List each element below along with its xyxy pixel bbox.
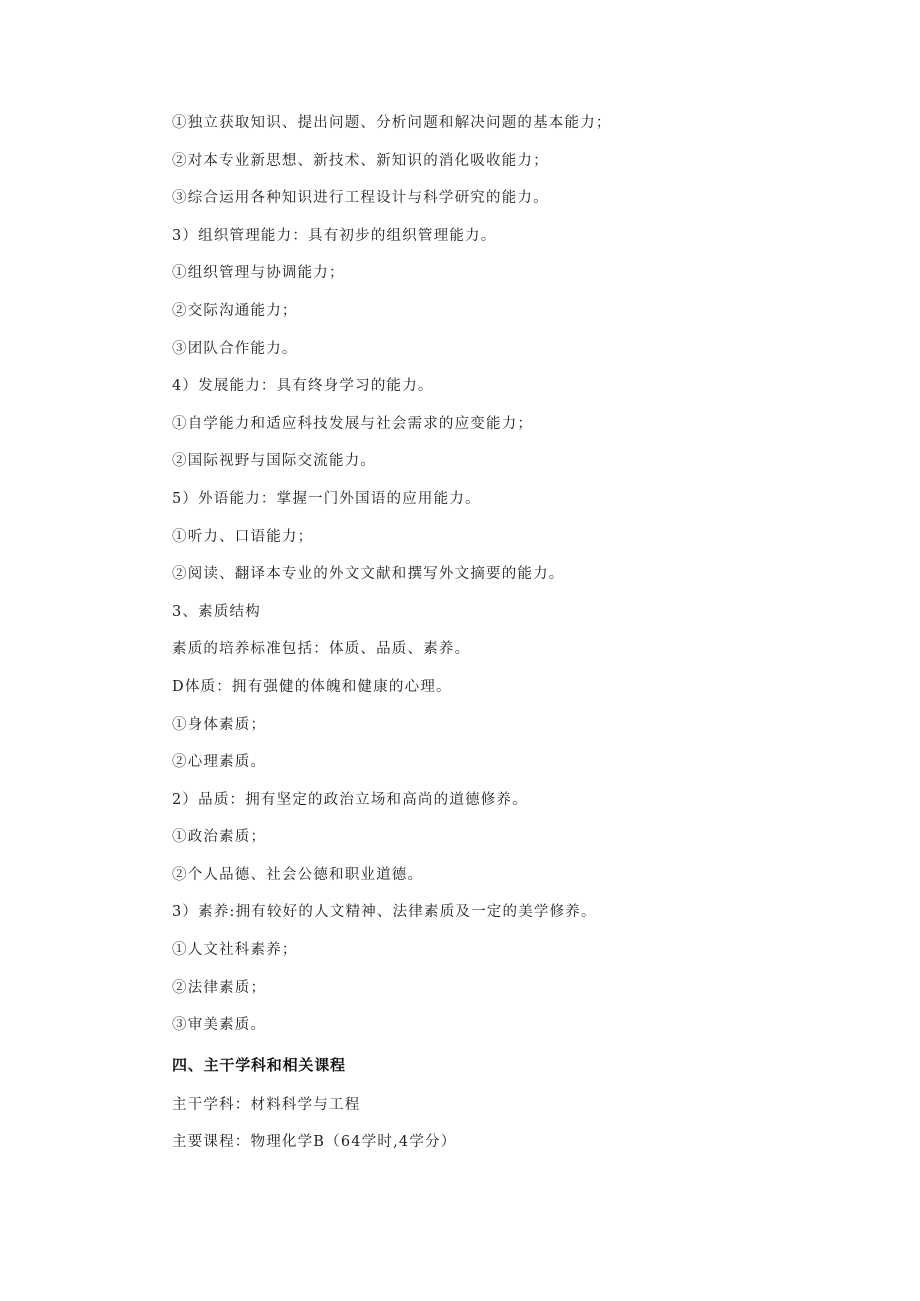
text-line: 主要课程：物理化学B（64学时,4学分） bbox=[172, 1134, 457, 1151]
text-line: ①听力、口语能力； bbox=[172, 528, 314, 545]
text-line: ③审美素质。 bbox=[172, 1017, 267, 1034]
text-line: ①独立获取知识、提出问题、分析问题和解决问题的基本能力； bbox=[172, 115, 612, 131]
text-line: ②个人品德、社会公德和职业道德。 bbox=[172, 866, 424, 883]
text-line: ①身体素质； bbox=[172, 716, 267, 733]
text-line: ①人文社科素养； bbox=[172, 942, 298, 959]
text-line: 素质的培养标准包括：体质、品质、素养。 bbox=[172, 641, 471, 658]
text-line: ③团队合作能力。 bbox=[172, 340, 298, 357]
text-line: D体质：拥有强健的体魄和健康的心理。 bbox=[172, 678, 452, 695]
text-line: ②阅读、翻译本专业的外文文献和撰写外文摘要的能力。 bbox=[172, 566, 565, 583]
text-line: 3）素养:拥有较好的人文精神、法律素质及一定的美学修养。 bbox=[172, 904, 597, 921]
text-line: 3）组织管理能力：具有初步的组织管理能力。 bbox=[172, 227, 497, 244]
text-line: 2）品质：拥有坚定的政治立场和高尚的道德修养。 bbox=[172, 791, 528, 808]
section-subtitle: 3、素质结构 bbox=[172, 603, 261, 620]
text-line: ③综合运用各种知识进行工程设计与科学研究的能力。 bbox=[172, 190, 549, 207]
text-line: ②对本专业新思想、新技术、新知识的消化吸收能力； bbox=[172, 152, 549, 169]
text-line: ①组织管理与协调能力； bbox=[172, 265, 345, 282]
section-heading: 四、主干学科和相关课程 bbox=[172, 1055, 346, 1074]
text-line: 4）发展能力：具有终身学习的能力。 bbox=[172, 378, 434, 395]
text-line: ②交际沟通能力； bbox=[172, 302, 298, 319]
document-body bbox=[172, 110, 832, 1167]
text-line: 主干学科：材料科学与工程 bbox=[172, 1096, 361, 1113]
text-line: ①政治素质； bbox=[172, 829, 267, 846]
text-line: 5）外语能力：掌握一门外国语的应用能力。 bbox=[172, 490, 481, 507]
text-line: ①自学能力和适应科技发展与社会需求的应变能力； bbox=[172, 415, 534, 432]
text-line: ②国际视野与国际交流能力。 bbox=[172, 453, 377, 470]
text-line: ②法律素质； bbox=[172, 979, 267, 996]
text-line: ②心理素质。 bbox=[172, 754, 267, 771]
